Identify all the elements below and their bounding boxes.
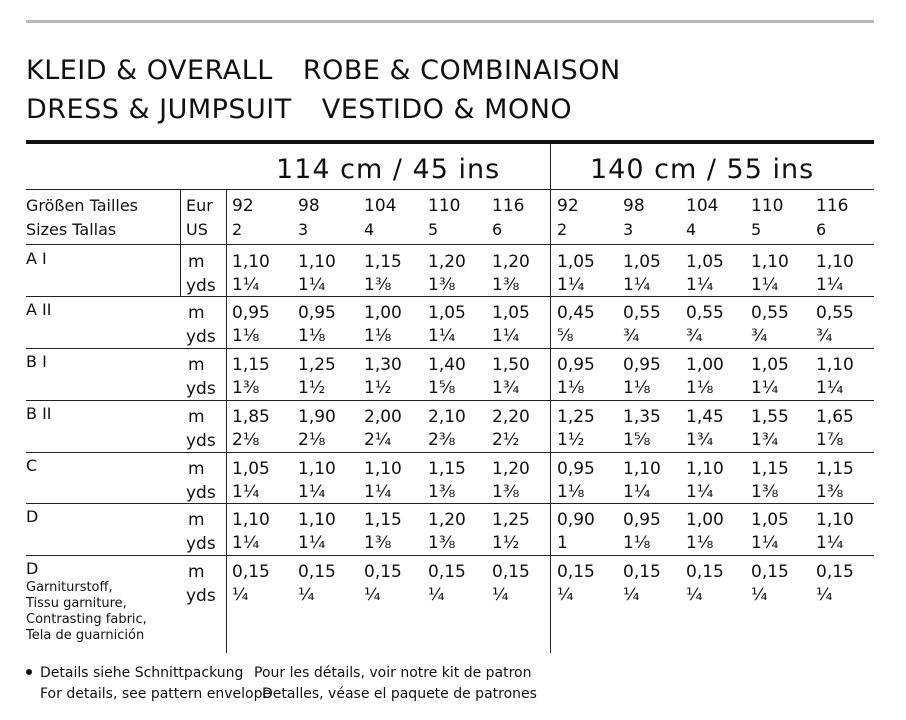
yard-value: 1⅜ xyxy=(364,275,392,295)
yard-value: ¼ xyxy=(232,585,249,605)
yard-value: ¼ xyxy=(751,585,768,605)
title-en: DRESS & JUMPSUIT xyxy=(26,94,292,125)
meter-value: 2,10 xyxy=(428,407,466,427)
meter-value: 1,25 xyxy=(492,510,530,530)
meter-value: 1,10 xyxy=(232,510,270,530)
meter-value: 0,15 xyxy=(686,562,724,582)
yard-value: 1¼ xyxy=(816,275,844,295)
meter-value: 0,95 xyxy=(623,510,661,530)
meter-value: 1,10 xyxy=(751,252,789,272)
yard-value: 2½ xyxy=(492,430,520,450)
meter-value: 1,00 xyxy=(686,355,724,375)
unit-m: m xyxy=(188,355,205,375)
meter-value: 1,25 xyxy=(557,407,595,427)
meter-value: 0,95 xyxy=(232,303,270,323)
us-size: 3 xyxy=(623,220,634,239)
fabric-width-140: 140 cm / 55 ins xyxy=(590,154,815,185)
yard-value: 1⅝ xyxy=(623,430,651,450)
yard-value: 1⅛ xyxy=(364,326,392,346)
meter-value: 0,95 xyxy=(557,459,595,479)
us-size: 4 xyxy=(686,220,697,239)
unit-yds: yds xyxy=(186,483,216,503)
eur-size: 104 xyxy=(686,196,719,216)
meter-value: 1,15 xyxy=(364,510,402,530)
meter-value: 1,10 xyxy=(686,459,724,479)
footnote-es: Detalles, véase el paquete de patrones xyxy=(262,686,537,702)
yard-value: 2⅜ xyxy=(428,430,456,450)
meter-value: 1,10 xyxy=(298,459,336,479)
unit-yds: yds xyxy=(186,276,216,296)
yard-value: ¼ xyxy=(492,585,509,605)
title-de: KLEID & OVERALL xyxy=(26,55,273,86)
footnote-fr: Pour les détails, voir notre kit de patron xyxy=(254,665,532,681)
meter-value: 0,95 xyxy=(623,355,661,375)
us-size: 3 xyxy=(298,220,309,239)
yard-value: ¾ xyxy=(686,326,703,346)
yard-value: 1½ xyxy=(492,533,520,553)
yard-value: 1¼ xyxy=(816,378,844,398)
meter-value: 1,15 xyxy=(232,355,270,375)
yard-value: ¼ xyxy=(298,585,315,605)
meter-value: 1,35 xyxy=(623,407,661,427)
us-size: 4 xyxy=(364,220,375,239)
size-label-1: Größen Tailles xyxy=(26,196,139,215)
eur-size: 110 xyxy=(428,196,461,216)
yard-value: ¼ xyxy=(623,585,640,605)
yard-value: 1⅛ xyxy=(557,378,585,398)
header-rule xyxy=(26,140,874,144)
us-size: 5 xyxy=(751,220,762,239)
yard-value: ¾ xyxy=(623,326,640,346)
row-separator xyxy=(26,555,874,556)
us-size: 2 xyxy=(557,220,568,239)
contrast-note: Tissu garniture, xyxy=(26,596,127,611)
yard-value: 1¼ xyxy=(232,275,260,295)
meter-value: 1,20 xyxy=(492,459,530,479)
yard-value: 1⅜ xyxy=(232,378,260,398)
header-bottom-line xyxy=(26,244,874,245)
yard-value: 1¼ xyxy=(232,482,260,502)
eur-label: Eur xyxy=(186,196,213,215)
unit-m: m xyxy=(188,303,205,323)
eur-size: 98 xyxy=(298,196,320,216)
meter-value: 0,15 xyxy=(364,562,402,582)
yard-value: 1¼ xyxy=(557,275,585,295)
yard-value: 1¼ xyxy=(816,533,844,553)
meter-value: 1,15 xyxy=(364,252,402,272)
yard-value: 1⅜ xyxy=(751,482,779,502)
meter-value: 0,15 xyxy=(623,562,661,582)
us-size: 2 xyxy=(232,220,243,239)
unit-yds: yds xyxy=(186,586,216,606)
table-top-line xyxy=(26,189,874,190)
yard-value: 1¼ xyxy=(751,275,779,295)
yard-value: 1¼ xyxy=(623,482,651,502)
yard-value: 1 xyxy=(557,533,568,553)
meter-value: 0,15 xyxy=(232,562,270,582)
yard-value: 1¼ xyxy=(623,275,651,295)
yard-value: ¼ xyxy=(364,585,381,605)
meter-value: 0,15 xyxy=(492,562,530,582)
yard-value: 1¼ xyxy=(751,533,779,553)
meter-value: 0,15 xyxy=(751,562,789,582)
meter-value: 2,20 xyxy=(492,407,530,427)
meter-value: 1,65 xyxy=(816,407,854,427)
meter-value: 1,05 xyxy=(751,510,789,530)
meter-value: 1,10 xyxy=(623,459,661,479)
fabric-width-114: 114 cm / 45 ins xyxy=(276,154,501,185)
yard-value: 1¼ xyxy=(232,533,260,553)
title-fr: ROBE & COMBINAISON xyxy=(302,55,621,86)
us-size: 5 xyxy=(428,220,439,239)
eur-size: 110 xyxy=(751,196,784,216)
width-divider xyxy=(550,144,551,653)
meter-value: 1,55 xyxy=(751,407,789,427)
meter-value: 1,45 xyxy=(686,407,724,427)
contrast-note: Garniturstoff, xyxy=(26,580,113,595)
eur-size: 92 xyxy=(232,196,254,216)
bullet-icon xyxy=(26,669,32,675)
meter-value: 1,15 xyxy=(816,459,854,479)
meter-value: 1,15 xyxy=(751,459,789,479)
title-es: VESTIDO & MONO xyxy=(321,94,573,125)
yard-value: 1⅛ xyxy=(686,378,714,398)
yard-value: 1¼ xyxy=(686,482,714,502)
yard-value: 1⅛ xyxy=(686,533,714,553)
row-label: B I xyxy=(26,352,47,371)
us-size: 6 xyxy=(816,220,827,239)
unit-m: m xyxy=(188,510,205,530)
row-separator xyxy=(26,296,874,297)
yard-value: 1⅞ xyxy=(816,430,844,450)
title-line-1 xyxy=(26,57,621,84)
yard-value: 1¾ xyxy=(751,430,779,450)
eur-size: 92 xyxy=(557,196,579,216)
yard-value: 1⅛ xyxy=(623,533,651,553)
yard-value: 1⅜ xyxy=(428,482,456,502)
meter-value: 1,10 xyxy=(364,459,402,479)
yard-value: 1⅛ xyxy=(557,482,585,502)
yard-value: ⅝ xyxy=(557,326,574,346)
meter-value: 1,90 xyxy=(298,407,336,427)
yard-value: 1¼ xyxy=(686,275,714,295)
meter-value: 0,55 xyxy=(686,303,724,323)
yard-value: 1¼ xyxy=(428,326,456,346)
unit-yds: yds xyxy=(186,379,216,399)
row-label: D xyxy=(26,507,39,526)
meter-value: 0,15 xyxy=(298,562,336,582)
meter-value: 1,20 xyxy=(492,252,530,272)
yard-value: 1¼ xyxy=(298,275,326,295)
meter-value: 1,15 xyxy=(428,459,466,479)
yard-value: 1⅜ xyxy=(364,533,392,553)
unit-yds: yds xyxy=(186,327,216,347)
row-separator xyxy=(26,452,874,453)
meter-value: 1,25 xyxy=(298,355,336,375)
unit-m: m xyxy=(188,407,205,427)
meter-value: 1,00 xyxy=(364,303,402,323)
yard-value: 1¼ xyxy=(751,378,779,398)
meter-value: 1,20 xyxy=(428,510,466,530)
us-label: US xyxy=(186,220,208,239)
yard-value: 1⅛ xyxy=(232,326,260,346)
meter-value: 1,05 xyxy=(232,459,270,479)
meter-value: 1,10 xyxy=(816,252,854,272)
footnote-de: Details siehe Schnittpackung xyxy=(40,665,244,681)
yard-value: 1¼ xyxy=(364,482,392,502)
row-separator xyxy=(26,400,874,401)
meter-value: 0,55 xyxy=(623,303,661,323)
eur-size: 98 xyxy=(623,196,645,216)
meter-value: 1,10 xyxy=(298,252,336,272)
yard-value: 1¼ xyxy=(298,533,326,553)
unit-m: m xyxy=(188,252,205,272)
eur-size: 116 xyxy=(492,196,525,216)
meter-value: 1,10 xyxy=(816,510,854,530)
yard-value: ¾ xyxy=(751,326,768,346)
yard-value: ¼ xyxy=(686,585,703,605)
meter-value: 0,95 xyxy=(298,303,336,323)
yard-value: 1⅛ xyxy=(623,378,651,398)
meter-value: 1,05 xyxy=(492,303,530,323)
yard-value: 2¼ xyxy=(364,430,392,450)
meter-value: 0,55 xyxy=(816,303,854,323)
meter-value: 1,85 xyxy=(232,407,270,427)
meter-value: 1,40 xyxy=(428,355,466,375)
yard-value: 1¾ xyxy=(492,378,520,398)
label-divider xyxy=(180,189,181,296)
meter-value: 1,30 xyxy=(364,355,402,375)
eur-size: 116 xyxy=(816,196,849,216)
yard-value: 1⅜ xyxy=(428,275,456,295)
size-label-2: Sizes Tallas xyxy=(26,220,117,239)
meter-value: 1,10 xyxy=(298,510,336,530)
meter-value: 1,10 xyxy=(816,355,854,375)
meter-value: 1,20 xyxy=(428,252,466,272)
meter-value: 1,00 xyxy=(686,510,724,530)
meter-value: 1,05 xyxy=(751,355,789,375)
meter-value: 0,55 xyxy=(751,303,789,323)
yard-value: 1⅛ xyxy=(298,326,326,346)
unit-yds: yds xyxy=(186,534,216,554)
meter-value: 0,15 xyxy=(816,562,854,582)
meter-value: 1,05 xyxy=(623,252,661,272)
yard-value: 1¾ xyxy=(686,430,714,450)
contrast-note: Contrasting fabric, xyxy=(26,612,147,627)
row-label: D xyxy=(26,559,39,578)
meter-value: 2,00 xyxy=(364,407,402,427)
yard-value: 1½ xyxy=(364,378,392,398)
us-size: 6 xyxy=(492,220,503,239)
eur-size: 104 xyxy=(364,196,397,216)
unit-m: m xyxy=(188,562,205,582)
unit-m: m xyxy=(188,459,205,479)
yard-value: 1⅝ xyxy=(428,378,456,398)
yard-value: 1⅜ xyxy=(816,482,844,502)
yard-value: 1⅜ xyxy=(492,482,520,502)
yard-value: 1½ xyxy=(557,430,585,450)
yard-value: 1½ xyxy=(298,378,326,398)
yard-value: ¾ xyxy=(816,326,833,346)
row-label: A II xyxy=(26,300,52,319)
footnote-en: For details, see pattern envelope xyxy=(40,686,272,702)
meter-value: 0,90 xyxy=(557,510,595,530)
top-rule xyxy=(26,20,874,23)
row-label: A I xyxy=(26,249,47,268)
yard-value: ¼ xyxy=(557,585,574,605)
yard-value: 2⅛ xyxy=(298,430,326,450)
meter-value: 1,05 xyxy=(686,252,724,272)
unit-divider xyxy=(226,189,227,653)
row-label: C xyxy=(26,456,38,475)
meter-value: 1,05 xyxy=(428,303,466,323)
meter-value: 1,05 xyxy=(557,252,595,272)
yard-value: 1¼ xyxy=(298,482,326,502)
row-separator xyxy=(26,348,874,349)
yard-value: ¼ xyxy=(816,585,833,605)
meter-value: 1,10 xyxy=(232,252,270,272)
row-label: B II xyxy=(26,404,52,423)
title-line-2 xyxy=(26,96,572,123)
yard-value: 1⅜ xyxy=(428,533,456,553)
meter-value: 0,95 xyxy=(557,355,595,375)
yard-value: 1⅜ xyxy=(492,275,520,295)
contrast-note: Tela de guarnición xyxy=(26,628,145,643)
meter-value: 0,15 xyxy=(557,562,595,582)
yard-value: 1¼ xyxy=(492,326,520,346)
row-separator xyxy=(26,503,874,504)
meter-value: 1,50 xyxy=(492,355,530,375)
unit-yds: yds xyxy=(186,431,216,451)
meter-value: 0,15 xyxy=(428,562,466,582)
yard-value: 2⅛ xyxy=(232,430,260,450)
meter-value: 0,45 xyxy=(557,303,595,323)
yard-value: ¼ xyxy=(428,585,445,605)
